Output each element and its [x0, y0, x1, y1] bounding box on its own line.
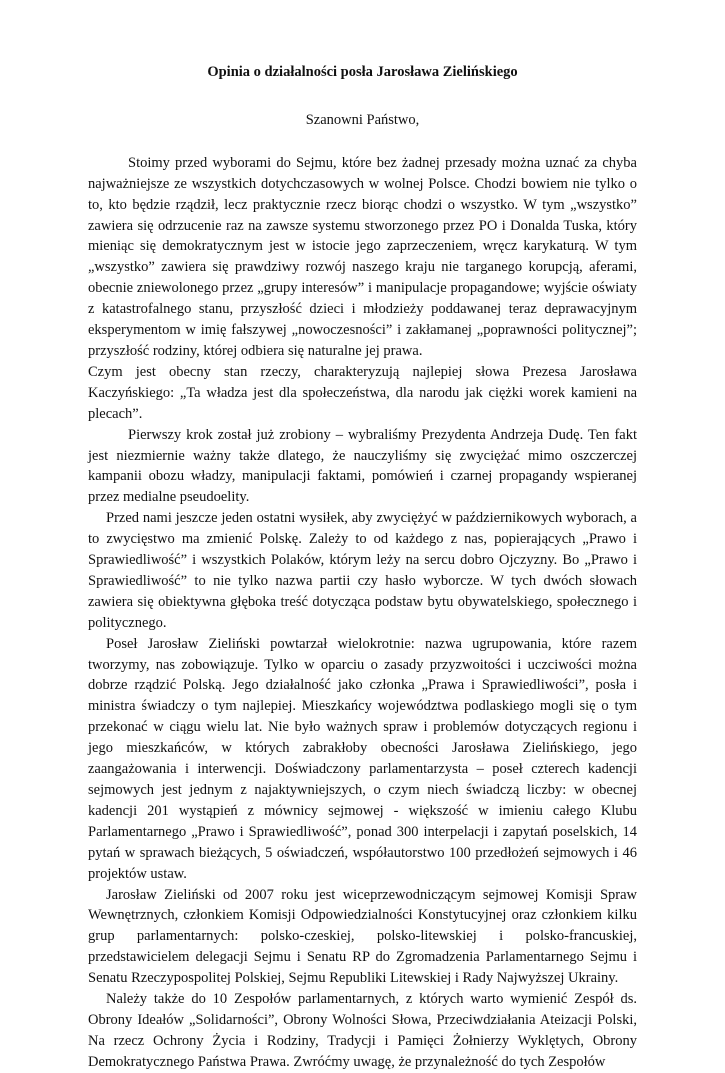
- paragraph-2: Czym jest obecny stan rzeczy, charakteryzują najlepiej słowa Prezesa Jarosława Kaczyńskiego: „Ta władza jest dla społeczeństwa, dla narodu jak ciężki worek kamieni na plecach”.: [88, 363, 637, 422]
- paragraph-1: Stoimy przed wyborami do Sejmu, które bez żadnej przesady można uznać za chyba najważniejsze ze wszystkich dotychczasowych w wolnej Polsce. Chodzi bowiem nie tylko o to, kto będzie rządził, lecz praktycznie rzecz biorąc chodzi o wszystko. W tym „wszystko” zawiera się odrzucenie raz na zawsze systemu stworzonego przez PO i Donalda Tuska, który mieniąc się demokratycznym jest w istocie jego zaprzeczeniem, wręcz karykaturą. W tym „wszystko” zawiera się prawdziwy rozwój naszego kraju nie targanego korupcją, aferami, obecnie zniewolonego przez „grupy interesów” i manipulacje propagandowe; wyjście oświaty z katastrofalnego stanu, przyszłość dzieci i młodzieży poddawanej teraz deprawacyjnym eksperymentom w imię fałszywej „nowoczesności” i zakłamanej „poprawności politycznej”; przyszłość rodziny, której odbiera się naturalne jej prawa.: [88, 154, 637, 359]
- paragraph-6: Jarosław Zieliński od 2007 roku jest wiceprzewodniczącym sejmowej Komisji Spraw Wewnętrznych, członkiem Komisji Odpowiedzialności Konstytucyjnej oraz członkiem kilku grup parlamentarnych: polsko-czeskiej, polsko-litewskiej i polsko-francuskiej, przedstawicielem delegacji Sejmu i Senatu RP do Zgromadzenia Parlamentarnego Sejmu i Senatu Rzeczypospolitej Polskiej, Sejmu Republiki Litewskiej i Rady Najwyższej Ukrainy.: [88, 886, 637, 987]
- paragraph-7: Należy także do 10 Zespołów parlamentarnych, z których warto wymienić Zespół ds. Obrony Ideałów „Solidarności”, Obrony Wolności Słowa, Przeciwdziałania Ateizacji Polski, Na rzecz Ochrony Życia i Rodziny, Tradycji i Pamięci Żołnierzy Wyklętych, Obrony Demokratycznego Państwa Prawa. Zwróćmy uwagę, że przynależność do tych Zespołów: [88, 991, 637, 1070]
- paragraph-4: Przed nami jeszcze jeden ostatni wysiłek, aby zwyciężyć w październikowych wyborach, a to zwycięstwo ma zmienić Polskę. Zależy to od każdego z nas, popierających „Prawo i Sprawiedliwość” i wszystkich Polaków, którym leży na sercu dobro Ojczyzny. Bo „Prawo i Sprawiedliwość” to nie tylko nazwa partii czy hasło wyborcze. W tych dwóch słowach zawiera się obiektywna głęboka treść dotycząca podstaw bytu obywatelskiego, społecznego i politycznego.: [88, 510, 637, 631]
- document-page: [88, 62, 637, 1073]
- paragraph-5: Poseł Jarosław Zieliński powtarzał wielokrotnie: nazwa ugrupowania, które razem tworzymy, nas zobowiązuje. Tylko w oparciu o zasady przyzwoitości i uczciwości można dobrze rządzić Polską. Jego działalność jako członka „Prawa i Sprawiedliwości”, posła i ministra świadczy o tym najlepiej. Mieszkańcy województwa podlaskiego mogli się o tym przekonać w ciągu wielu lat. Nie było ważnych spraw i problemów dotyczących regionu i jego mieszkańców, w których zabrakłoby obecności Jarosława Zielińskiego, jego zaangażowania i interwencji. Doświadczony parlamentarzysta – poseł czterech kadencji sejmowych jest jednym z najaktywniejszych, o czym niech świadczą liczby: w obecnej kadencji 201 wystąpień z mównicy sejmowej - większość w imieniu całego Klubu Parlamentarnego „Prawo i Sprawiedliwość”, ponad 300 interpelacji i zapytań poselskich, 14 pytań w sprawach bieżących, 5 oświadczeń, współautorstwo 100 przedłożeń sejmowych i 46 projektów ustaw.: [88, 635, 637, 882]
- paragraph-3: Pierwszy krok został już zrobiony – wybraliśmy Prezydenta Andrzeja Dudę. Ten fakt jest niezmiernie ważny także dlatego, że nauczyliśmy się zwyciężać mimo oszczerczej kampanii obozu władzy, manipulacji faktami, pomówień i czarnej propagandy wspieranej przez medialne pseudoelity.: [88, 426, 637, 506]
- document-title: Opinia o działalności posła Jarosława Zielińskiego: [207, 64, 518, 80]
- salutation: Szanowni Państwo,: [305, 111, 420, 128]
